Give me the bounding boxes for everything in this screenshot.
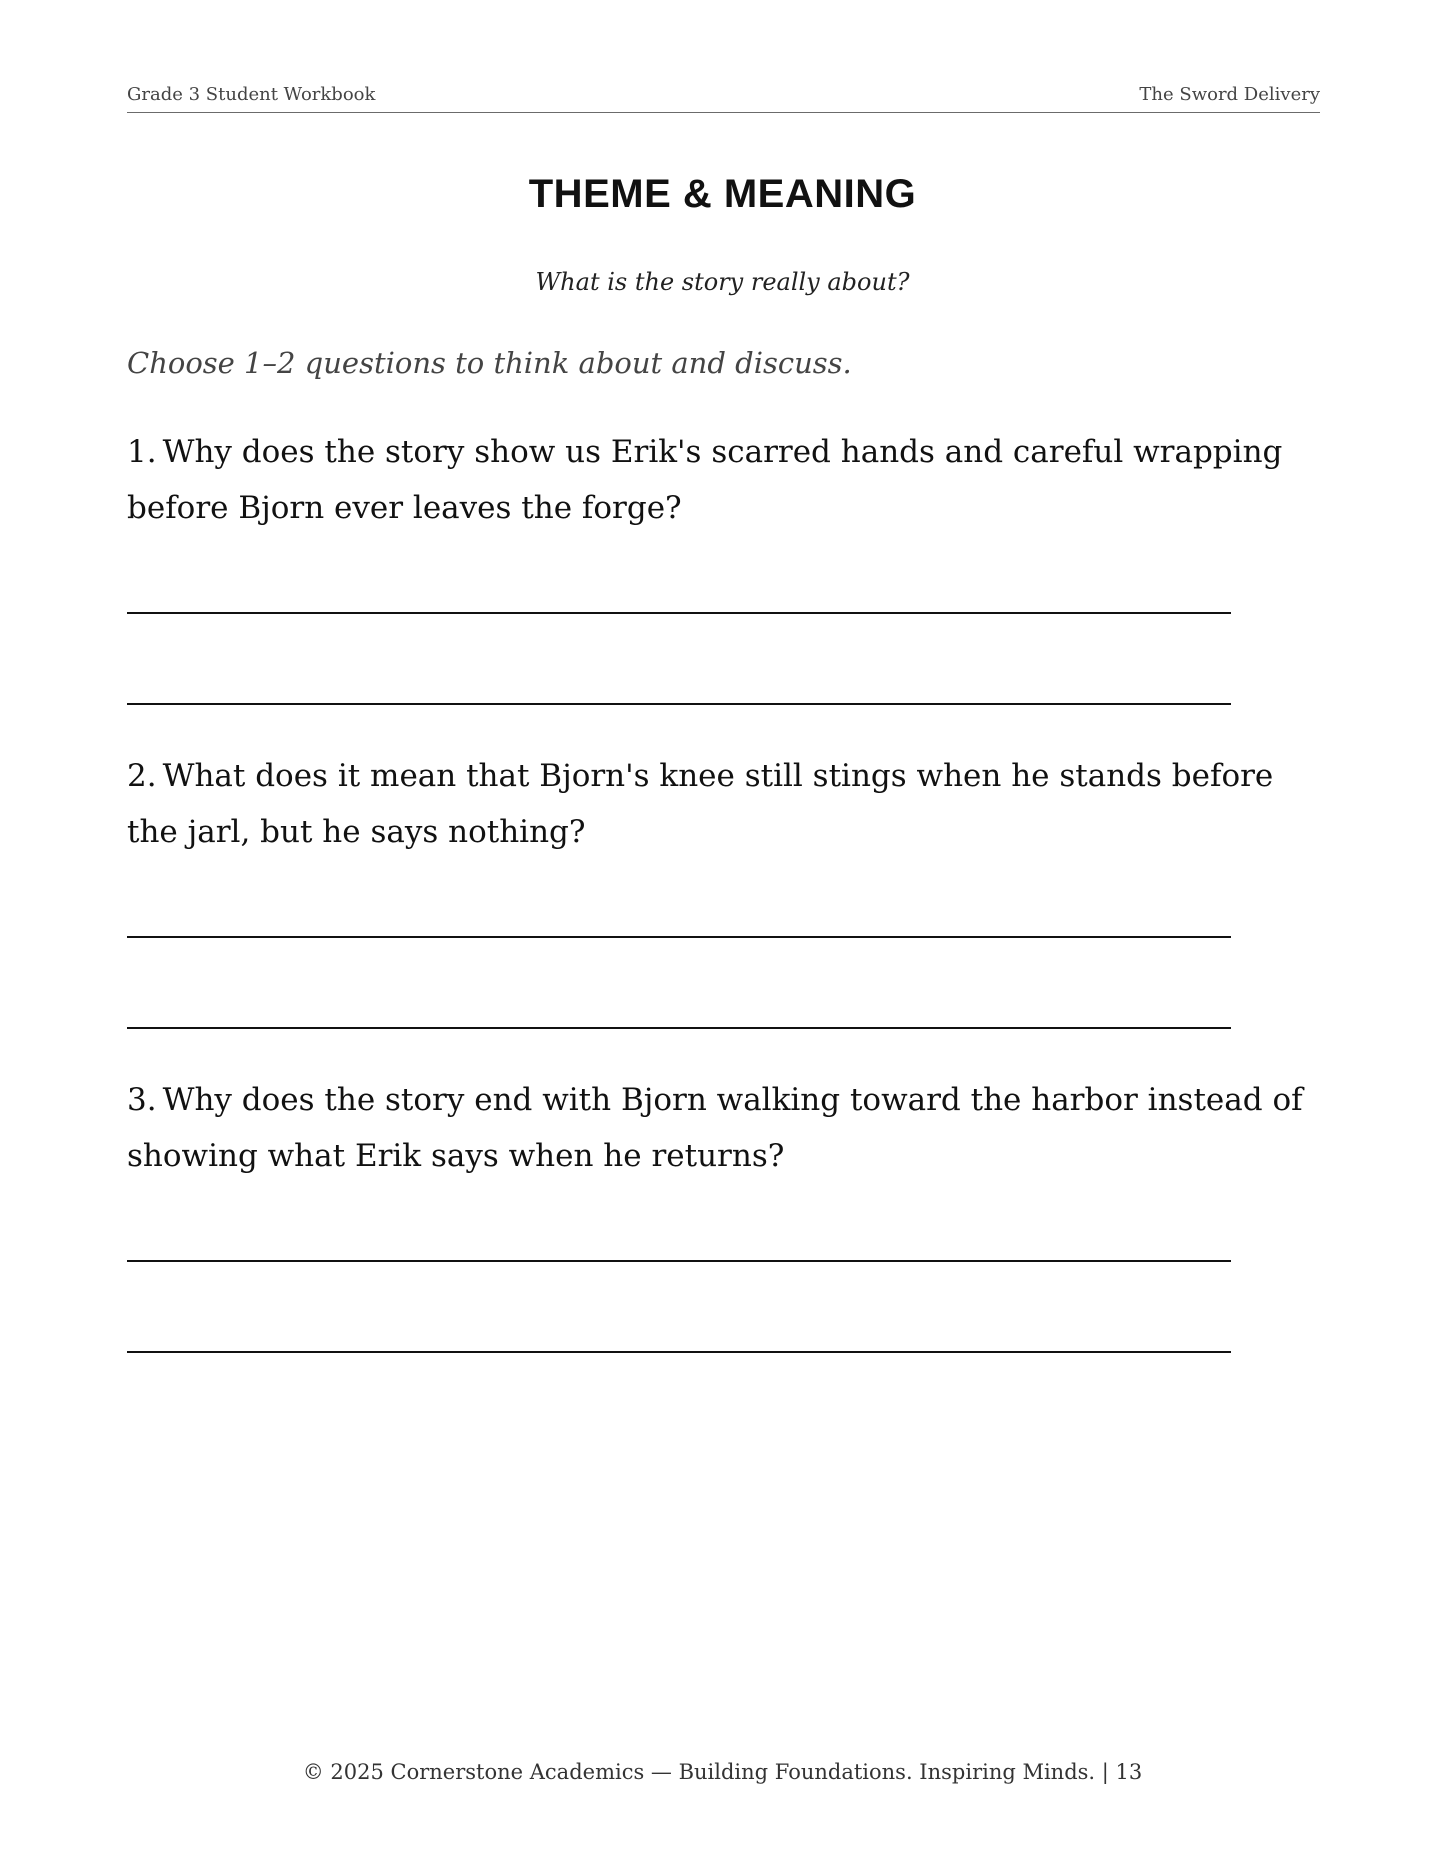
answer-line[interactable] — [127, 1260, 1231, 1262]
page-title: THEME & MEANING — [528, 172, 917, 216]
page-subtitle: What is the story really about? — [535, 268, 910, 296]
answer-line[interactable] — [127, 612, 1231, 614]
question-number: 2. — [127, 758, 157, 794]
question-number: 3. — [127, 1082, 157, 1118]
instruction-text: Choose 1–2 questions to think about and discuss. — [127, 346, 852, 380]
question-text: Why does the story show us Erik's scarred hands and careful wrapping before Bjorn ever leaves the forge? — [127, 434, 1283, 526]
question-text: Why does the story end with Bjorn walking toward the harbor instead of showing what Erik says when he returns? — [127, 1082, 1303, 1174]
answer-line[interactable] — [127, 703, 1231, 705]
story-title: The Sword Delivery — [1139, 84, 1320, 105]
page-footer: © 2025 Cornerstone Academics — Building Foundations. Inspiring Minds. | 13 — [302, 1760, 1143, 1784]
running-header — [127, 84, 1320, 113]
workbook-title: Grade 3 Student Workbook — [127, 84, 376, 105]
answer-line[interactable] — [127, 1027, 1231, 1029]
question-3 — [127, 1072, 1327, 1184]
question-text: What does it mean that Bjorn's knee still stings when he stands before the jarl, but he says nothing? — [127, 758, 1274, 850]
question-1 — [127, 424, 1327, 536]
question-2 — [127, 748, 1327, 860]
answer-line[interactable] — [127, 1351, 1231, 1353]
answer-line[interactable] — [127, 936, 1231, 938]
question-number: 1. — [127, 434, 157, 470]
